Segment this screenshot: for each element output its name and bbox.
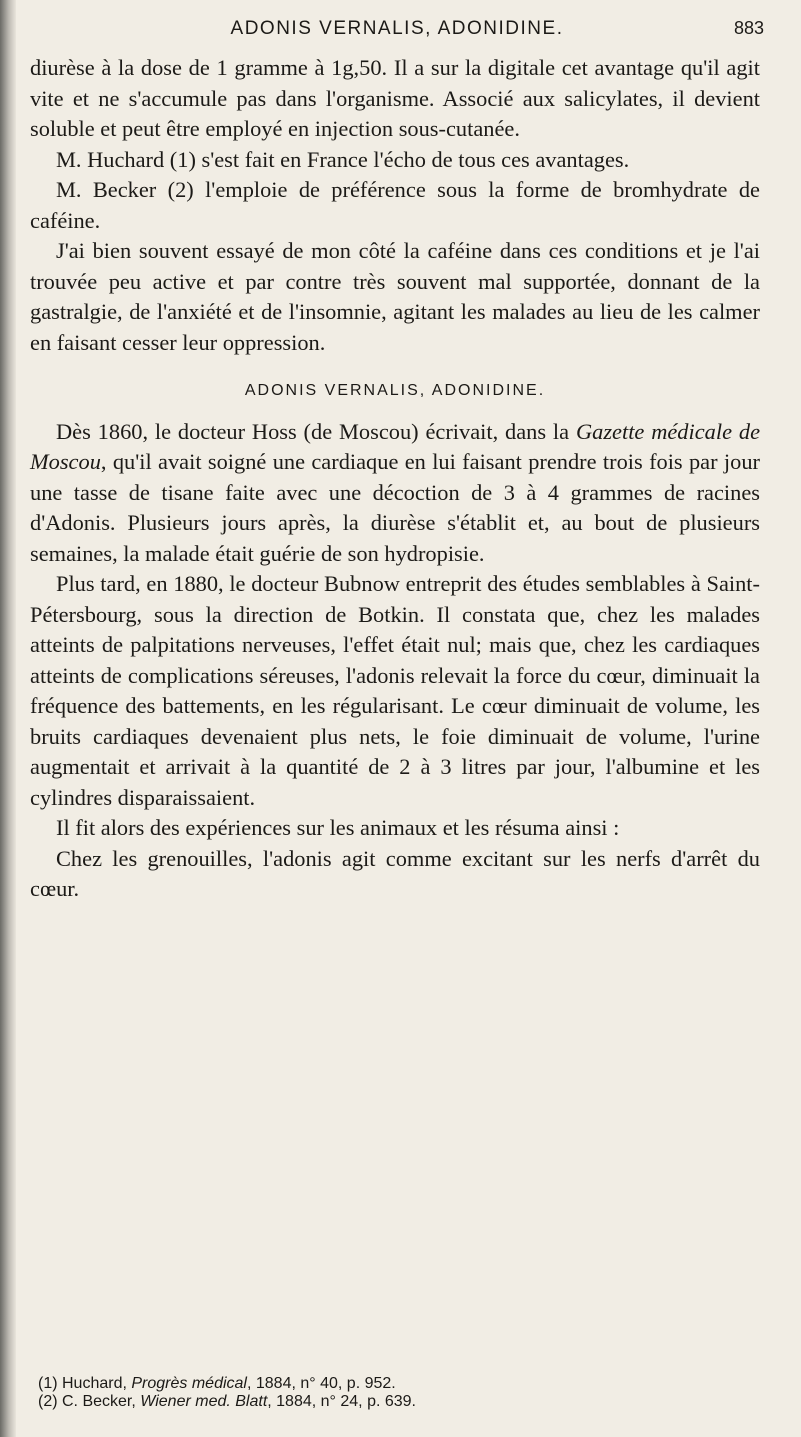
hoss-text-b: , qu'il avait soigné une cardiaque en lui faisant prendre trois fois par jour une tasse de tisane faite avec une décoction de 3 à 4 grammes de racines d'Adonis. Plusieurs jours après, la diurèse s'établit et, au bout de plusieurs semaines, la malade était guérie de son hydropisie. [30,449,760,566]
footnote-1-b: , 1884, n° 40, p. 952. [246,1375,396,1392]
footnote-1 [30,1375,760,1393]
hoss-text-a: Dès 1860, le docteur Hoss (de Moscou) écrivait, dans la [56,418,576,444]
paragraph-cafeine: J'ai bien souvent essayé de mon côté la caféine dans ces conditions et je l'ai trouvée peu active et par contre très souvent mal supportée, donnant de la gastralgie, de l'anxiété et de l'insomnie, agitant les malades au lieu de les calmer en faisant cesser leur oppression. [30,238,760,355]
section-heading: ADONIS VERNALIS, ADONIDINE. [244,382,546,399]
body-text [30,53,760,905]
running-header [30,18,764,42]
paragraph-experiences: Il fit alors des expériences sur les animaux et les résuma ainsi : [56,815,620,840]
journal-title: Gazette médicale de Moscou [30,418,761,474]
footnote-2-b: , 1884, n° 24, p. 639. [267,1393,416,1410]
footnote-1-journal: Progrès médical [131,1375,247,1392]
page-number: 883 [733,18,764,38]
paragraph-hoss [30,417,760,570]
footnote-2-journal: Wiener med. Blatt [140,1393,268,1410]
paragraph-bubnow: Plus tard, en 1880, le docteur Bubnow entreprit des études semblables à Saint-Pétersbourg, sous la direction de Botkin. Il constata que, chez les malades atteints de palpitations nerveuses, l'effet était nul; mais que, chez les cardiaques atteints de complications séreuses, l'adonis relevait la force du cœur, diminuait la fréquence des battements, en les régularisant. Le cœur diminuait de volume, les bruits cardiaques devenaient plus nets, le foie diminuait de volume, l'urine augmentait et arrivait à la quantité de 2 à 3 litres par jour, l'albumine et les cylindres disparaissaient. [30,571,760,810]
page-gutter-shadow [0,0,16,1437]
paragraph-becker: M. Becker (2) l'emploie de préférence sous la forme de bromhydrate de caféine. [30,177,760,233]
footnote-2-a: (2) C. Becker, [38,1393,141,1410]
running-title: ADONIS VERNALIS, ADONIDINE. [230,18,564,39]
footnote-2 [30,1393,760,1411]
paragraph-continuation: diurèse à la dose de 1 gramme à 1g,50. Il a sur la digitale cet avantage qu'il agit vite et ne s'accumule pas dans l'organisme. Associé aux salicylates, il devient soluble et peut être employé en injection sous-cutanée. [30,55,760,141]
footnotes [30,1375,760,1411]
footnote-1-a: (1) Huchard, [38,1375,132,1392]
paragraph-grenouilles: Chez les grenouilles, l'adonis agit comme excitant sur les nerfs d'arrêt du cœur. [30,845,760,901]
paragraph-huchard: M. Huchard (1) s'est fait en France l'écho de tous ces avantages. [56,146,630,172]
